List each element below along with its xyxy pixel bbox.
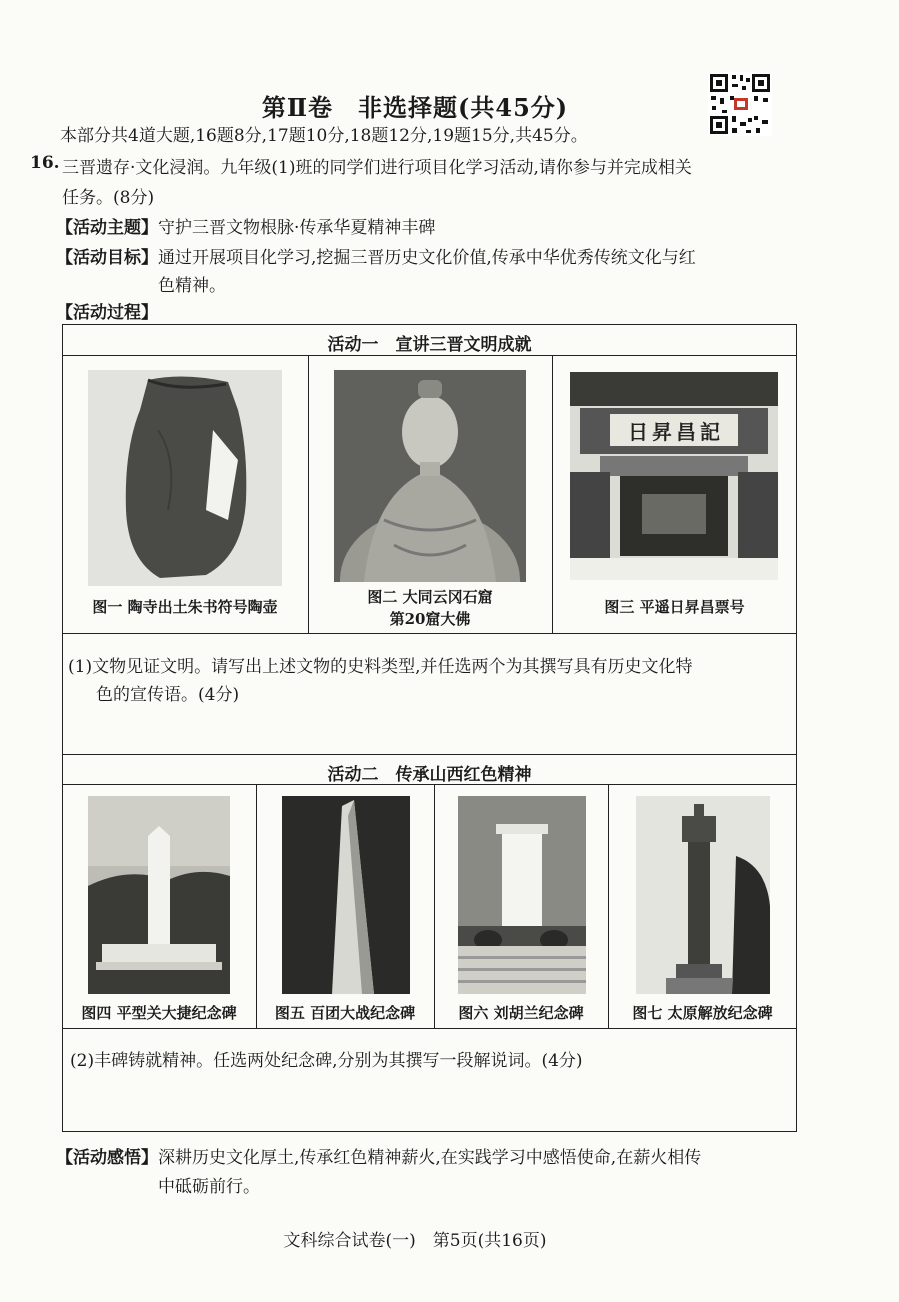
figure5-hundred-regiments-image [282,796,410,994]
figure2-yungang-buddha-image [334,370,526,582]
qr-code-icon [708,72,772,136]
figure4-pingxingguan-image [88,796,230,994]
task1-line1: (1)文物见证文明。请写出上述文物的史料类型,并任选两个为其撰写具有历史文化特 [68,657,693,677]
figure2-caption: 图二 大同云冈石窟 第20窟大佛 [367,588,493,628]
task2-line1: (2)丰碑铸就精神。任选两处纪念碑,分别为其撰写一段解说词。(4分) [70,1051,583,1071]
figure6-caption: 图六 刘胡兰纪念碑 [458,1004,584,1022]
activity1-header: 活动一 宣讲三晋文明成就 [327,335,532,355]
reflection-line1: 深耕历史文化厚土,传承红色精神薪火,在实践学习中感悟使命,在薪火相传 [158,1148,702,1168]
goal-line1: 通过开展项目化学习,挖掘三晋历史文化价值,传承中华优秀传统文化与红 [158,248,696,268]
figure4-caption: 图四 平型关大捷纪念碑 [81,1004,237,1022]
activity2-header: 活动二 传承山西红色精神 [327,765,532,785]
question-intro-line2: 任务。(8分) [62,188,155,208]
figure7-taiyuan-liberation-image [636,796,770,994]
section-title: 第Ⅱ卷 非选择题(共45分) [261,93,569,122]
figure1-pottery-jar-image [88,370,282,586]
task1-line2: 色的宣传语。(4分) [96,685,240,705]
goal-label: 【活动目标】 [56,248,158,268]
figure3-sign: 日昇昌記 [628,420,724,444]
process-label: 【活动过程】 [56,303,158,323]
section-note: 本部分共4道大题,16题8分,17题10分,18题12分,19题15分,共45分。 [60,126,588,146]
reflection-label: 【活动感悟】 [56,1148,158,1168]
theme-text: 守护三晋文物根脉·传承华夏精神丰碑 [158,218,436,238]
figure7-caption: 图七 太原解放纪念碑 [632,1004,773,1022]
page-footer: 文科综合试卷(一) 第5页(共16页) [283,1231,547,1251]
figure3-rishengchang-image [570,372,778,580]
figure3-caption: 图三 平遥日昇昌票号 [604,598,745,616]
question-number: 16. [30,153,60,173]
goal-line2: 色精神。 [158,276,226,296]
figure5-caption: 图五 百团大战纪念碑 [274,1004,416,1022]
question-intro-line1: 三晋遗存·文化浸润。九年级(1)班的同学们进行项目化学习活动,请你参与并完成相关 [62,158,692,178]
reflection-line2: 中砥砺前行。 [158,1177,260,1197]
figure6-liu-hulan-image [458,796,586,994]
theme-label: 【活动主题】 [56,218,158,238]
figure1-caption: 图一 陶寺出土朱书符号陶壶 [92,598,278,616]
